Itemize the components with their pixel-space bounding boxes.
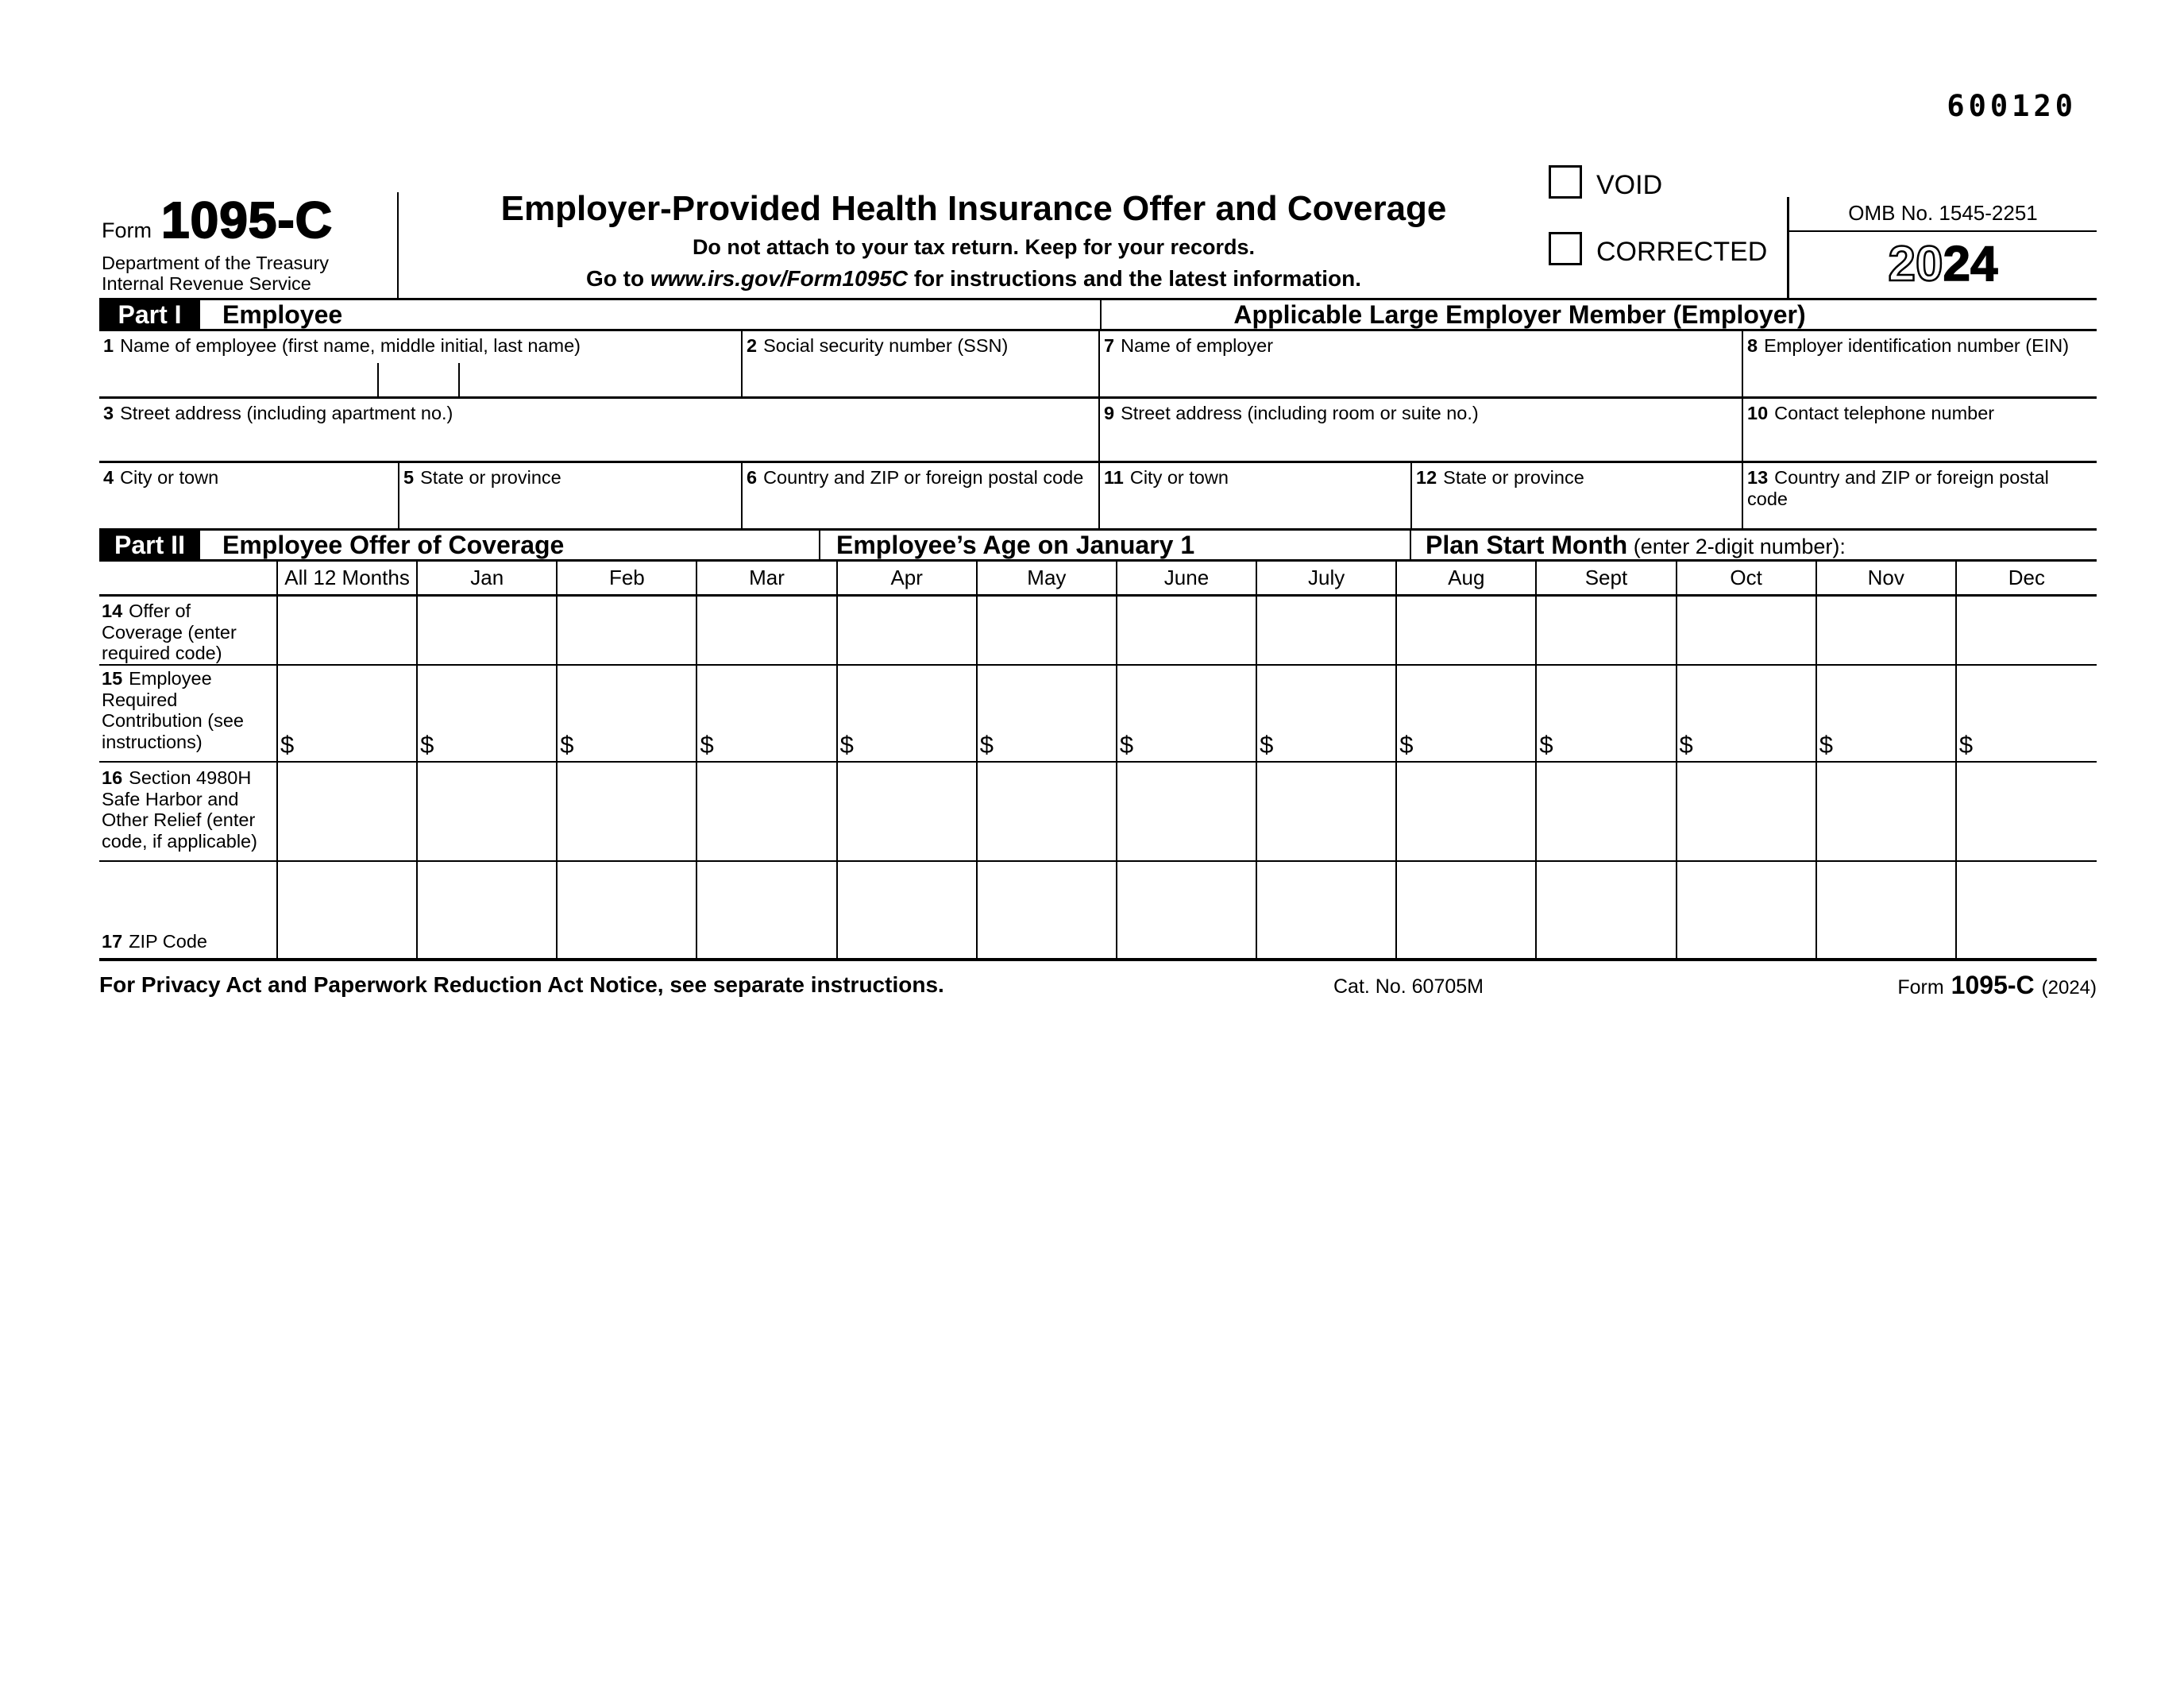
- line-14-dec-cell[interactable]: [1957, 596, 2097, 666]
- line-15-sept-cell[interactable]: [1537, 663, 1677, 763]
- line-15-oct-cell[interactable]: [1677, 663, 1817, 763]
- field-10-number: 10: [1747, 403, 1769, 423]
- part1-header-bar: [99, 298, 2097, 331]
- part1-employee-title: Employee: [222, 300, 343, 329]
- name-subdivider-line: [458, 363, 460, 396]
- subtitle2-prefix: Go to: [586, 266, 650, 292]
- line-14-label: 14 Offer of Coverage (enter required code): [99, 596, 278, 666]
- line-15-apr-cell[interactable]: [838, 663, 978, 763]
- field-8-ein[interactable]: [1743, 331, 2097, 396]
- dollar-sign: $: [1679, 731, 1693, 759]
- line-16-label: 16 Section 4980H Safe Harbor and Other Relief (enter code, if applicable): [99, 763, 278, 862]
- field-3-number: 3: [103, 403, 114, 423]
- omb-box: [1787, 197, 2097, 298]
- col-header-june: June: [1117, 561, 1257, 597]
- part1-employer-title: Applicable Large Employer Member (Employer): [1233, 300, 1806, 329]
- field-4-label: City or town: [120, 467, 219, 488]
- field-9-number: 9: [1104, 403, 1115, 423]
- line-14-oct-cell[interactable]: [1677, 596, 1817, 666]
- col-header-all-12-months: All 12 Months: [278, 561, 418, 597]
- part2-plan-start: [1426, 531, 1846, 561]
- form-ref-word: Form: [1897, 976, 1944, 999]
- form-subtitle-1: Do not attach to your tax return. Keep for your records.: [692, 235, 1256, 260]
- line-14-july-cell[interactable]: [1257, 596, 1397, 666]
- line-16-aug-cell[interactable]: [1397, 763, 1537, 862]
- field-4-number: 4: [103, 467, 114, 488]
- line-14-aug-cell[interactable]: [1397, 596, 1537, 666]
- col-header-jan: Jan: [418, 561, 558, 597]
- line-17-row: [99, 862, 2097, 958]
- part2-badge: Part II: [99, 531, 200, 559]
- line-16-june-cell[interactable]: [1117, 763, 1257, 862]
- line-17-aug-cell[interactable]: [1397, 862, 1537, 958]
- line-15-jan-cell[interactable]: [418, 663, 558, 763]
- part2-bar-divider: [1410, 531, 1411, 559]
- field-1-name-of-employee[interactable]: [99, 331, 743, 396]
- line-16-mar-cell[interactable]: [697, 763, 837, 862]
- form-subtitle-2: [399, 266, 1549, 292]
- form-title-block: [399, 191, 1549, 292]
- field-2-ssn[interactable]: [743, 331, 1100, 396]
- line-17-label: 17 ZIP Code: [99, 862, 278, 958]
- field-6-label: Country and ZIP or foreign postal code: [763, 467, 1084, 488]
- field-13-employer-country-zip[interactable]: [1743, 463, 2097, 528]
- line-16-apr-cell[interactable]: [838, 763, 978, 862]
- line-16-nov-cell[interactable]: [1817, 763, 1957, 862]
- part2-bar-divider: [819, 531, 820, 559]
- line-17-all-12-months-cell[interactable]: [278, 862, 418, 958]
- line-15-may-cell[interactable]: [978, 663, 1117, 763]
- line-14-june-cell[interactable]: [1117, 596, 1257, 666]
- line-17-may-cell[interactable]: [978, 862, 1117, 958]
- field-7-label: Name of employer: [1121, 335, 1274, 356]
- field-7-number: 7: [1104, 335, 1115, 356]
- field-7-employer-name[interactable]: [1100, 331, 1743, 396]
- col-header-mar: Mar: [697, 561, 837, 597]
- line-15-july-cell[interactable]: [1257, 663, 1397, 763]
- col-header-nov: Nov: [1817, 561, 1957, 597]
- privacy-act-notice: For Privacy Act and Paperwork Reduction Act Notice, see separate instructions.: [99, 972, 944, 997]
- field-8-label: Employer identification number (EIN): [1764, 335, 2070, 356]
- form-reference: [1897, 971, 2097, 1000]
- subtitle2-suffix: for instructions and the latest information.: [908, 266, 1361, 292]
- line-15-dec-cell[interactable]: [1957, 663, 2097, 763]
- line-14-mar-cell[interactable]: [697, 596, 837, 666]
- tax-year: [1789, 232, 2097, 297]
- field-10-contact-phone[interactable]: [1743, 399, 2097, 461]
- line-15-feb-cell[interactable]: [558, 663, 697, 763]
- field-5-number: 5: [403, 467, 415, 488]
- line-16-may-cell[interactable]: [978, 763, 1117, 862]
- tax-year-suffix: 24: [1943, 237, 1998, 292]
- dollar-sign: $: [700, 731, 714, 759]
- field-12-employer-state[interactable]: [1412, 463, 1743, 528]
- part2-header-bar: [99, 528, 2097, 562]
- line-14-jan-cell[interactable]: [418, 596, 558, 666]
- corrected-checkbox[interactable]: [1549, 232, 1582, 265]
- field-9-label: Street address (including room or suite no.): [1121, 403, 1479, 423]
- line-16-dec-cell[interactable]: [1957, 763, 2097, 862]
- irs-url: www.irs.gov/Form1095C: [650, 266, 909, 292]
- dollar-sign: $: [1119, 731, 1134, 759]
- form-identity-block: [102, 191, 396, 295]
- line-14-all-12-months-cell[interactable]: [278, 596, 418, 666]
- col-header-july: July: [1257, 561, 1397, 597]
- part1-row-3: [99, 461, 2097, 528]
- agency-line-2: Internal Revenue Service: [102, 272, 311, 294]
- omb-number: OMB No. 1545-2251: [1789, 197, 2097, 232]
- field-12-number: 12: [1416, 467, 1437, 488]
- line-14-apr-cell[interactable]: [838, 596, 978, 666]
- line-14-nov-cell[interactable]: [1817, 596, 1957, 666]
- line-17-oct-cell[interactable]: [1677, 862, 1817, 958]
- line-14-may-cell[interactable]: [978, 596, 1117, 666]
- dollar-sign: $: [1819, 731, 1833, 759]
- line-17-july-cell[interactable]: [1257, 862, 1397, 958]
- line-17-feb-cell[interactable]: [558, 862, 697, 958]
- field-4-employee-city[interactable]: [99, 463, 399, 528]
- line-16-oct-cell[interactable]: [1677, 763, 1817, 862]
- col-header-feb: Feb: [558, 561, 697, 597]
- field-12-label: State or province: [1443, 467, 1584, 488]
- field-13-number: 13: [1747, 467, 1769, 488]
- line-17-mar-cell[interactable]: [697, 862, 837, 958]
- col-header-apr: Apr: [838, 561, 978, 597]
- line-15-label: 15 Employee Required Contribution (see instructions): [99, 663, 278, 763]
- part1-badge: Part I: [99, 300, 200, 329]
- line-17-jan-cell[interactable]: [418, 862, 558, 958]
- line-15-mar-cell[interactable]: [697, 663, 837, 763]
- document-code: 600120: [1947, 89, 2077, 123]
- coverage-month-table: [99, 561, 2097, 961]
- line-14-sept-cell[interactable]: [1537, 596, 1677, 666]
- form-header: [99, 159, 2097, 298]
- line-16-july-cell[interactable]: [1257, 763, 1397, 862]
- line-14-row: [99, 596, 2097, 663]
- line-15-aug-cell[interactable]: [1397, 663, 1537, 763]
- dollar-sign: $: [839, 731, 854, 759]
- month-header-row: [99, 561, 2097, 596]
- dollar-sign: $: [420, 731, 434, 759]
- field-6-employee-country-zip[interactable]: [743, 463, 1100, 528]
- field-11-employer-city[interactable]: [1100, 463, 1412, 528]
- plan-start-note[interactable]: (enter 2-digit number):: [1627, 535, 1846, 558]
- line-16-row: [99, 763, 2097, 862]
- line-17-sept-cell[interactable]: [1537, 862, 1677, 958]
- line-16-sept-cell[interactable]: [1537, 763, 1677, 862]
- field-11-number: 11: [1104, 467, 1124, 488]
- form-word: Form: [102, 218, 152, 242]
- plan-start-label: Plan Start Month: [1426, 531, 1628, 559]
- line-16-jan-cell[interactable]: [418, 763, 558, 862]
- field-10-label: Contact telephone number: [1774, 403, 1995, 423]
- catalog-number: Cat. No. 60705M: [1333, 975, 1484, 998]
- dollar-sign: $: [1958, 731, 1974, 759]
- field-1-label: Name of employee (first name, middle initial, last name): [120, 335, 581, 356]
- form-ref-year: (2024): [2041, 977, 2097, 999]
- dollar-sign: $: [560, 731, 574, 759]
- col-header-oct: Oct: [1677, 561, 1817, 597]
- agency-line-1: Department of the Treasury: [102, 253, 330, 273]
- field-11-label: City or town: [1129, 467, 1229, 488]
- line-17-nov-cell[interactable]: [1817, 862, 1957, 958]
- part2-age-title: Employee’s Age on January 1: [836, 531, 1195, 559]
- tax-year-prefix: 20: [1888, 237, 1943, 292]
- field-9-employer-street[interactable]: [1100, 399, 1743, 461]
- form-ref-number: 1095-C: [1951, 971, 2035, 999]
- field-2-number: 2: [747, 335, 758, 356]
- field-13-label: Country and ZIP or foreign postal code: [1747, 467, 2049, 509]
- void-label: VOID: [1596, 170, 1663, 200]
- col-header-may: May: [978, 561, 1117, 597]
- line-15-row: [99, 663, 2097, 763]
- dollar-sign: $: [979, 731, 994, 759]
- dollar-sign: $: [1260, 731, 1274, 759]
- form-title: Employer-Provided Health Insurance Offer and Coverage: [500, 189, 1447, 228]
- month-header-spacer: [99, 561, 278, 597]
- line-17-june-cell[interactable]: [1117, 862, 1257, 958]
- line-16-feb-cell[interactable]: [558, 763, 697, 862]
- line-15-nov-cell[interactable]: [1817, 663, 1957, 763]
- line-15-june-cell[interactable]: [1117, 663, 1257, 763]
- dollar-sign: $: [1539, 731, 1553, 759]
- col-header-dec: Dec: [1957, 561, 2097, 597]
- part1-row-2: [99, 396, 2097, 461]
- part2-offer-title: Employee Offer of Coverage: [222, 531, 565, 559]
- form-number: 1095-C: [161, 191, 333, 249]
- dollar-sign: $: [280, 731, 295, 759]
- field-5-employee-state[interactable]: [399, 463, 743, 528]
- corrected-label: CORRECTED: [1596, 237, 1768, 267]
- part1-row-1: [99, 331, 2097, 396]
- field-3-label: Street address (including apartment no.): [120, 403, 453, 423]
- form-footer: [99, 971, 2097, 1002]
- void-checkbox[interactable]: [1549, 165, 1582, 199]
- field-6-number: 6: [747, 467, 758, 488]
- line-17-dec-cell[interactable]: [1957, 862, 2097, 958]
- field-8-number: 8: [1747, 335, 1758, 356]
- field-1-number: 1: [103, 335, 114, 356]
- dollar-sign: $: [1399, 731, 1414, 759]
- field-5-label: State or province: [420, 467, 561, 488]
- line-17-apr-cell[interactable]: [838, 862, 978, 958]
- line-14-feb-cell[interactable]: [558, 596, 697, 666]
- field-2-label: Social security number (SSN): [763, 335, 1009, 356]
- name-subdivider-line: [377, 363, 379, 396]
- line-15-all-12-months-cell[interactable]: [278, 663, 418, 763]
- col-header-sept: Sept: [1537, 561, 1677, 597]
- line-16-all-12-months-cell[interactable]: [278, 763, 418, 862]
- col-header-aug: Aug: [1397, 561, 1537, 597]
- field-3-employee-street[interactable]: [99, 399, 1100, 461]
